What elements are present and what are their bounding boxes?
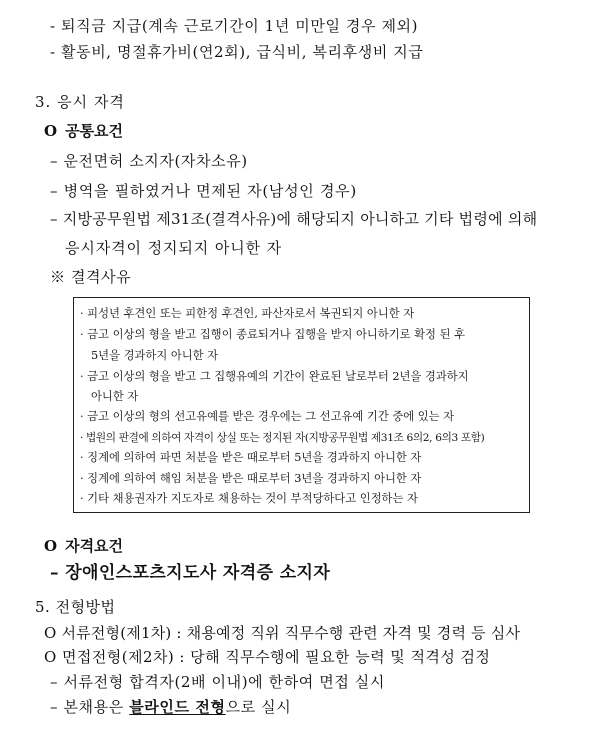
box-line: · 기타 채용권자가 지도자로 채용하는 것이 부적당하다고 인정하는 자 xyxy=(80,492,418,505)
benefit-item-severance: - 퇴직금 지급(계속 근로기간이 1년 미만일 경우 제외) xyxy=(50,17,419,35)
blind-prefix: – 본채용은 xyxy=(50,698,130,716)
box-line: · 금고 이상의 형의 선고유예를 받은 경우에는 그 선고유예 기간 중에 있는 자 xyxy=(80,410,455,423)
box-line: · 징계에 의하여 해임 처분을 받은 때로부터 3년을 경과하지 아니한 자 xyxy=(80,472,422,485)
requirement-item-military: – 병역을 필하였거나 면제된 자(남성인 경우) xyxy=(50,182,357,200)
selection-item-interview: O 면접전형(제2차) : 당해 직무수행에 필요한 능력 및 적격성 검정 xyxy=(44,648,491,666)
qualification-heading xyxy=(44,536,123,556)
requirement-item-civil-law-cont: 응시자격이 정지되지 아니한 자 xyxy=(65,239,283,257)
box-line: 5년을 경과하지 아니한 자 xyxy=(91,349,219,362)
box-line: · 징계에 의하여 파면 처분을 받은 때로부터 5년을 경과하지 아니한 자 xyxy=(80,451,422,464)
common-requirements-label: 공통요건 xyxy=(65,122,124,140)
qualification-item: – 장애인스포츠지도사 자격증 소지자 xyxy=(50,563,331,583)
circle-bullet-icon: O xyxy=(44,122,58,140)
requirement-item-license: – 운전면허 소지자(자차소유) xyxy=(50,152,248,170)
box-line: · 금고 이상의 형을 받고 그 집행유예의 기간이 완료된 날로부터 2년을 경과하지 xyxy=(80,370,469,383)
blind-suffix: 으로 실시 xyxy=(225,698,292,716)
blind-emphasis: 블라인드 전형 xyxy=(129,698,226,716)
section-3-title: 3. 응시 자격 xyxy=(35,93,125,111)
box-line: 아니한 자 xyxy=(91,390,139,403)
selection-item-document: O 서류전형(제1차) : 채용예정 직위 직무수행 관련 자격 및 경력 등 심사 xyxy=(44,624,521,642)
qualification-label: 자격요건 xyxy=(65,537,124,555)
section-5-title: 5. 전형방법 xyxy=(35,598,116,616)
circle-bullet-icon: O xyxy=(44,537,58,555)
disqualification-box xyxy=(73,297,530,513)
selection-item-blind xyxy=(50,697,291,717)
selection-item-interview-limit: – 서류전형 합격자(2배 이내)에 한하여 면접 실시 xyxy=(50,673,385,691)
disqualification-label: ※ 결격사유 xyxy=(50,268,132,286)
requirement-item-civil-law: – 지방공무원법 제31조(결격사유)에 해당되지 아니하고 기타 법령에 의해 xyxy=(50,210,538,228)
box-line: · 피성년 후견인 또는 피한정 후견인, 파산자로서 복권되지 아니한 자 xyxy=(80,307,415,320)
box-line: · 법원의 판결에 의하여 자격이 상실 또는 정지된 자(지방공무원법 제31조 6의2, 6의3 포함) xyxy=(80,432,485,444)
common-requirements-heading xyxy=(44,121,123,141)
benefit-item-allowances: - 활동비, 명절휴가비(연2회), 급식비, 복리후생비 지급 xyxy=(50,43,424,61)
box-line: · 금고 이상의 형을 받고 집행이 종료되거나 집행을 받지 아니하기로 확정 된 후 xyxy=(80,328,465,341)
